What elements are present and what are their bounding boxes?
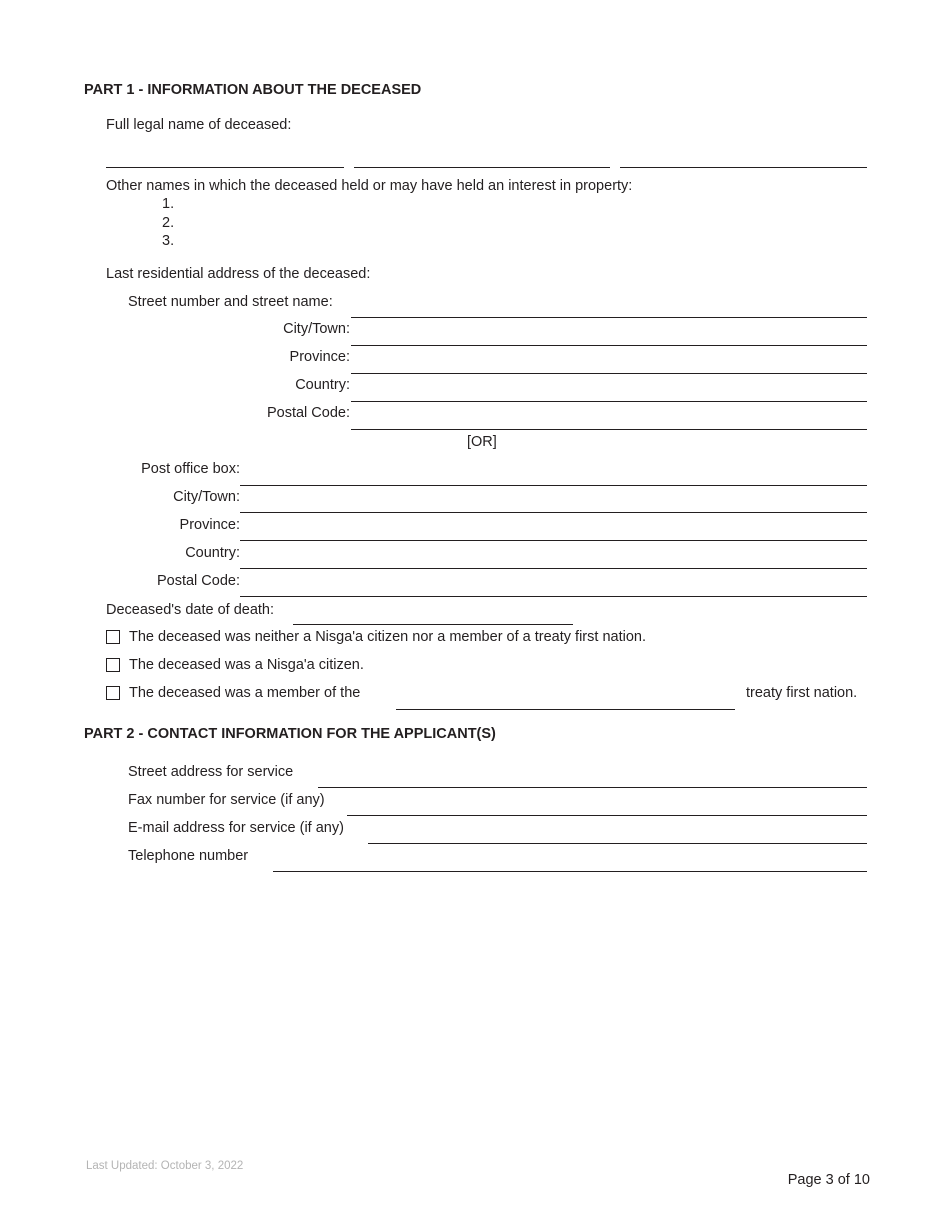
nisgaa-checkbox[interactable] <box>106 658 120 672</box>
pobox-province-label: Province: <box>179 517 240 533</box>
last-updated: Last Updated: October 3, 2022 <box>86 1160 244 1172</box>
street-province-label: Province: <box>289 349 350 365</box>
full-name-label: Full legal name of deceased: <box>106 117 292 133</box>
fax-label: Fax number for service (if any) <box>128 792 325 808</box>
pobox-postal-field[interactable] <box>240 596 867 597</box>
full-name-field-3[interactable] <box>620 167 867 168</box>
fax-field[interactable] <box>347 815 867 816</box>
page-number: Page 3 of 10 <box>787 1172 870 1188</box>
last-address-label: Last residential address of the deceased: <box>106 266 371 282</box>
other-name-3[interactable]: 3. <box>162 233 175 249</box>
street-name-label: Street number and street name: <box>128 294 333 310</box>
treaty-member-suffix: treaty first nation. <box>746 685 858 701</box>
street-service-field[interactable] <box>318 787 867 788</box>
email-field[interactable] <box>368 843 867 844</box>
part1-heading: PART 1 - INFORMATION ABOUT THE DECEASED <box>84 82 422 98</box>
date-of-death-field[interactable] <box>293 624 573 625</box>
street-country-field[interactable] <box>351 401 867 402</box>
pobox-province-field[interactable] <box>240 540 867 541</box>
other-name-2[interactable]: 2. <box>162 215 175 231</box>
street-postal-field[interactable] <box>351 429 867 430</box>
date-of-death-label: Deceased's date of death: <box>106 602 275 618</box>
treaty-member-checkbox[interactable] <box>106 686 120 700</box>
pobox-postal-label: Postal Code: <box>156 573 240 589</box>
phone-label: Telephone number <box>128 848 249 864</box>
other-name-1[interactable]: 1. <box>162 196 175 212</box>
part2-heading: PART 2 - CONTACT INFORMATION FOR THE APPLICANT(S) <box>84 726 496 742</box>
treaty-member-prefix: The deceased was a member of the <box>129 685 361 701</box>
other-names-label: Other names in which the deceased held or may have held an interest in property: <box>106 178 633 194</box>
pobox-field[interactable] <box>240 485 867 486</box>
treaty-nation-field[interactable] <box>396 709 735 710</box>
email-label: E-mail address for service (if any) <box>128 820 344 836</box>
street-province-field[interactable] <box>351 373 867 374</box>
neither-checkbox[interactable] <box>106 630 120 644</box>
street-city-label: City/Town: <box>283 321 350 337</box>
street-service-label: Street address for service <box>128 764 294 780</box>
full-name-field-1[interactable] <box>106 167 344 168</box>
pobox-country-label: Country: <box>185 545 240 561</box>
street-country-label: Country: <box>295 377 350 393</box>
pobox-label: Post office box: <box>141 461 240 477</box>
street-postal-label: Postal Code: <box>266 405 350 421</box>
pobox-city-field[interactable] <box>240 512 867 513</box>
neither-option-label: The deceased was neither a Nisga'a citizen nor a member of a treaty first nation. <box>129 629 646 645</box>
or-label: [OR] <box>467 434 497 450</box>
pobox-city-label: City/Town: <box>173 489 240 505</box>
phone-field[interactable] <box>273 871 867 872</box>
nisgaa-option-label: The deceased was a Nisga'a citizen. <box>129 657 364 673</box>
full-name-field-2[interactable] <box>354 167 610 168</box>
street-name-field[interactable] <box>351 317 867 318</box>
pobox-country-field[interactable] <box>240 568 867 569</box>
street-city-field[interactable] <box>351 345 867 346</box>
